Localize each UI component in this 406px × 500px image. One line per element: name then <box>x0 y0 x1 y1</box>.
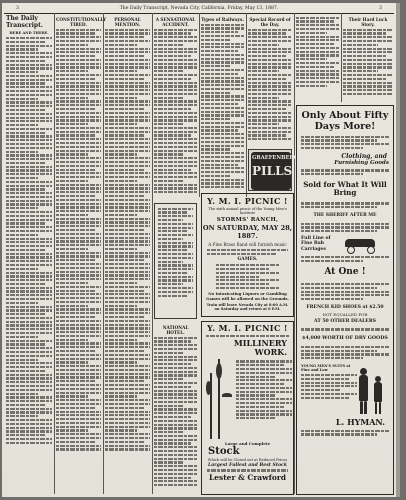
column-3 <box>105 15 150 497</box>
column-text <box>6 37 52 444</box>
column-text <box>56 29 101 451</box>
article-heading: Their Hard Luck Story. <box>348 17 388 27</box>
hyman-headline: Only About Fifty Days More! <box>301 110 389 132</box>
article-heading: A SENSATIONAL ACCIDENT. <box>155 17 196 27</box>
hyman-carriages: Carriages <box>301 246 326 252</box>
stock-large: Large and Complete <box>224 440 271 446</box>
column-4-lower <box>154 323 197 495</box>
page-number: 3 <box>16 5 19 11</box>
column-rule <box>294 13 295 494</box>
hyman-not-equalled: NOT EQUALLED FOR <box>322 311 368 317</box>
picnic-games: GAMES. <box>237 257 258 263</box>
picnic-title-bottom: Y. M. I. PICNIC ! <box>207 323 288 333</box>
people-illustration <box>357 364 389 416</box>
column-rule <box>152 13 153 494</box>
stock-word: Stock <box>208 445 240 457</box>
picnic-no-liquor: No Intoxicating Liquors or Gambling Games will be allowed on the Grounds. <box>206 291 289 302</box>
article-heading: Types of Railways. <box>201 17 244 22</box>
hyman-ad <box>296 105 394 495</box>
column-4 <box>154 15 197 201</box>
picnic-trains: Train will leave Nevada City at 8:00 A.M. on Saturday and return at 6 P.M. <box>206 303 289 312</box>
hyman-others: AT 50 OTHER DEALERS <box>314 318 376 324</box>
column-text <box>201 24 244 189</box>
column-rule <box>341 13 342 102</box>
column-rule <box>103 13 104 494</box>
column-5 <box>201 15 244 201</box>
picnic-ad-bottom <box>201 321 294 495</box>
picnic-title: Y. M. I. PICNIC ! <box>207 196 288 206</box>
lester-crawford: Lester & Crawford <box>208 473 287 483</box>
hotel-heading: NATIONAL HOTEL. <box>162 325 189 335</box>
picnic-band: A Fine Brass Band will furnish music <box>208 242 287 248</box>
column-7 <box>343 15 393 101</box>
hyman-dry-goods: $4,000 WORTH OF DRY GOODS <box>302 335 388 342</box>
pills-ad <box>248 149 299 191</box>
column-1 <box>6 15 52 497</box>
hyman-one: At One ! <box>324 267 366 278</box>
picnic-date: ON SATURDAY, MAY 28, 1887. <box>202 224 293 240</box>
article-heading: CONSTITUTIONALLY TIRED. <box>56 17 107 27</box>
millinery-title: MILLINERY WORK. <box>233 337 287 357</box>
pills-brand: GRAEFENBERG <box>252 155 299 161</box>
hyman-sheriff: THE SHERIFF AFTER ME <box>313 213 377 219</box>
column-text <box>343 29 393 95</box>
column-text <box>248 29 292 141</box>
column-6b <box>296 15 340 101</box>
page-header <box>2 3 396 13</box>
column-4-ads <box>154 203 197 319</box>
article-heading: Special Record of the Day. <box>249 17 291 27</box>
hyman-boys-suits: YOUNG MEN'S SUITS at Fine and Low <box>301 363 351 373</box>
picnic-venue: STORMS' RANCH, <box>216 217 279 223</box>
pills-word: PILLS <box>252 164 293 178</box>
hyman-kid-shoes: FRENCH KID SHOES at $2.50 <box>306 304 384 310</box>
picnic-intro: The sixth annual picnic of the Young Men's Institute <box>208 207 287 215</box>
newspaper-page <box>2 3 400 497</box>
column-text <box>154 29 197 194</box>
hyman-full-line: Full Line of Fine Bab <box>301 235 331 247</box>
cattail-illustration <box>204 359 234 439</box>
picnic-ad-top <box>201 193 294 317</box>
column-text <box>296 17 340 87</box>
hyman-name: L. HYMAN. <box>335 416 385 427</box>
hyman-furnishing: Furnishing Goods <box>334 159 389 166</box>
hyman-sold: Sold for What It Will Bring <box>303 179 387 198</box>
stock-reduced: Which will be Closed out at Reduced Prices <box>207 457 288 462</box>
column-text <box>154 337 197 487</box>
hyman-clothing: Clothing, and <box>341 152 387 160</box>
article-heading: PERSONAL MENTION. <box>114 17 141 27</box>
column-rule <box>246 13 247 197</box>
column-rule <box>199 13 200 197</box>
paper-name: The Daily Transcript. <box>6 15 43 29</box>
stock-largest: Largest Fullest and Best Stock <box>207 462 288 468</box>
column-2 <box>56 15 107 497</box>
section-heading: HERE AND THERE. <box>9 31 49 35</box>
column-rule <box>54 13 55 494</box>
column-6 <box>248 15 292 147</box>
carriage-illustration <box>341 236 387 252</box>
dateline: The Daily Transcript, Nevada City, California, Friday, May 13, 1887. <box>119 5 279 11</box>
page-number-right: 3 <box>379 5 382 11</box>
column-text <box>105 29 150 451</box>
